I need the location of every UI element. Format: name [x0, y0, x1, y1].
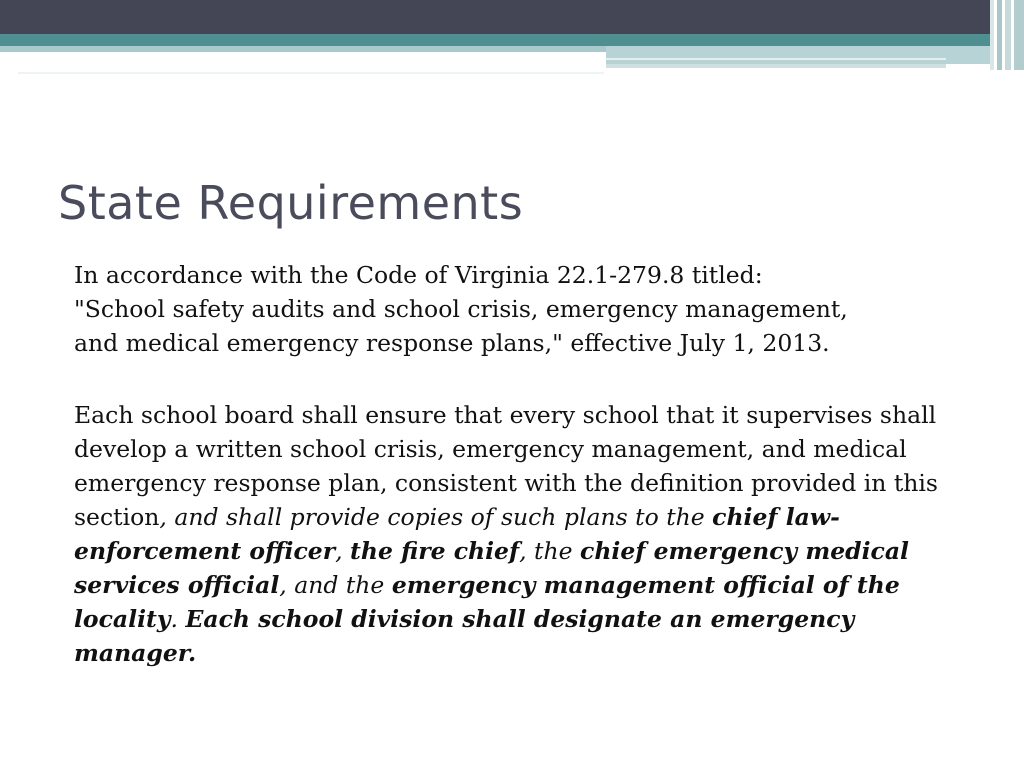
paragraph1-line1: In accordance with the Code of Virginia 22.1-279.8 titled: — [74, 261, 763, 289]
header-right-line — [606, 64, 946, 68]
header-band-dark — [0, 0, 1024, 34]
recipient-fire-chief: the fire chief — [350, 537, 520, 565]
header-faint-line — [18, 72, 604, 74]
paragraph-code-reference — [74, 258, 974, 360]
recipient-emergency-management-official: emergency management official of the locality — [74, 571, 900, 633]
header-right-block — [606, 46, 1024, 64]
recipient-law-enforcement: chief law-enforcement officer — [74, 503, 840, 565]
separator-3: , and the — [279, 571, 392, 599]
emergency-manager-designation: Each school division shall designate an emergency manager. — [74, 605, 855, 667]
separator-4: . — [170, 605, 186, 633]
requirement-text: Each school board shall ensure that every school that it supervises shall develop a written school crisis, emergency management, and medical emergency response plan, consistent with the definition provided in this section — [74, 401, 938, 531]
recipient-ems-official: chief emergency medical services official — [74, 537, 909, 599]
slide-title: State Requirements — [58, 176, 524, 230]
separator-2: , the — [519, 537, 581, 565]
header-right-line-thin — [606, 58, 946, 60]
header-band-teal-light — [0, 46, 606, 52]
paragraph-requirement — [74, 398, 974, 670]
slide-body — [74, 258, 974, 670]
edge-stripes — [990, 0, 1024, 70]
paragraph1-line2: "School safety audits and school crisis, emergency management, — [74, 295, 848, 323]
paragraph1-line3: and medical emergency response plans," effective July 1, 2013. — [74, 329, 830, 357]
requirement-text-italic: , and shall provide copies of such plans to the — [159, 503, 713, 531]
header-band-teal — [0, 34, 1024, 46]
separator-1: , — [335, 537, 351, 565]
